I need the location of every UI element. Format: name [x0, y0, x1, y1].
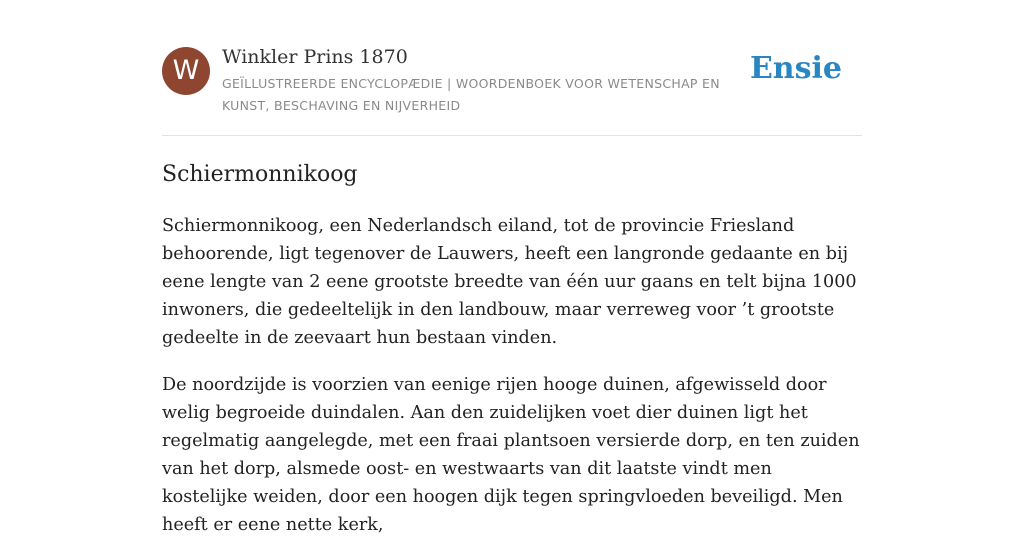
article-paragraph-1: Schiermonnikoog, een Nederlandsch eiland, tot de provincie Friesland behoorende, ligt tegenover de Lauwers, heeft een langronde gedaante en bij eene lengte van 2 eene grootste breedte van één uur gaans en telt bijna 1000 inwoners, die gedeeltelijk in den landbouw, maar verreweg voor ’t grootste gedeelte in de zeevaart hun bestaan vinden.	[162, 216, 857, 348]
source-header	[162, 44, 862, 134]
source-title[interactable]: Winkler Prins 1870	[222, 46, 408, 68]
article-title: Schiermonnikoog	[162, 162, 358, 187]
article-body	[162, 212, 862, 558]
source-subtitle: GEÏLLUSTREERDE ENCYCLOPÆDIE | WOORDENBOEK VOOR WETENSCHAP EN KUNST, BESCHAVING EN NIJVERHEID	[222, 76, 720, 113]
brand-logo[interactable]: Ensie	[749, 51, 842, 86]
header-divider	[162, 135, 862, 136]
article-paragraph-2: De noordzijde is voorzien van eenige rijen hooge duinen, afgewisseld door welig begroeide duindalen. Aan den zuidelijken voet dier duinen ligt het regelmatig aangelegde, met een fraai plantsoen versierde dorp, en ten zuiden van het dorp, alsmede oost- en westwaarts van dit laatste vindt men kostelijke weiden, door een hoogen dijk tegen springvloeden beveiligd. Men heeft er eene nette kerk,	[162, 375, 860, 535]
source-avatar[interactable]: W	[162, 47, 210, 95]
